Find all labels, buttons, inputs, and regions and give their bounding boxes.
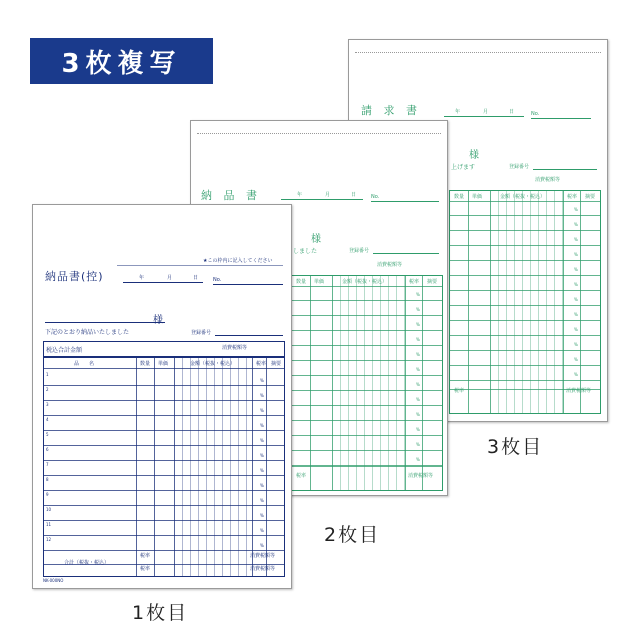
percent-mark: % — [574, 357, 578, 362]
table-rule — [450, 380, 600, 381]
header-item-name: 品 名 — [74, 361, 95, 367]
table-rule — [372, 276, 373, 490]
percent-mark: % — [416, 307, 420, 312]
percent-mark: % — [416, 442, 420, 447]
percent-mark: % — [416, 397, 420, 402]
header-amount: 金額（税抜・税込） — [342, 279, 388, 285]
percent-mark: % — [416, 322, 420, 327]
table-rule — [198, 358, 199, 576]
table-rule — [44, 400, 284, 401]
header-tax-rate: 税率 — [567, 194, 578, 200]
footer-tax-rate: 税率 — [454, 388, 465, 394]
sheet2-title: 納 品 書 — [201, 189, 261, 202]
table-rule — [238, 358, 239, 576]
footer-tax-rate: 税率 — [140, 553, 151, 559]
invoice-text: 上げます — [451, 164, 476, 171]
registration-label: 登録番号 — [509, 164, 530, 170]
table-rule — [450, 260, 600, 261]
date-day: 日 — [193, 275, 199, 281]
table-rule — [292, 390, 442, 391]
table-rule — [44, 505, 284, 506]
footer-tax-amount: 消費税額等 — [250, 553, 276, 559]
date-day: 日 — [351, 192, 357, 198]
table-rule — [44, 445, 284, 446]
table-rule — [44, 535, 284, 536]
sheet-1-delivery-copy — [32, 204, 292, 589]
header-tax-rate: 税率 — [409, 279, 420, 285]
registration-line — [533, 169, 597, 170]
row-number: 8 — [46, 477, 49, 482]
table-rule — [450, 245, 600, 246]
date-year: 年 — [139, 275, 145, 281]
table-rule — [380, 276, 381, 490]
table-rule — [292, 375, 442, 376]
footer-tax-amount: 消費税額等 — [566, 388, 592, 394]
table-rule — [310, 276, 311, 490]
percent-mark: % — [574, 282, 578, 287]
table-rule — [356, 276, 357, 490]
date-line — [123, 282, 203, 283]
table-rule — [450, 201, 600, 202]
table-rule — [252, 358, 253, 576]
date-day: 日 — [509, 109, 515, 115]
row-number: 12 — [46, 537, 52, 542]
percent-mark: % — [416, 457, 420, 462]
percent-mark: % — [260, 423, 264, 428]
header-quantity: 数量 — [140, 361, 151, 367]
percent-mark: % — [260, 498, 264, 503]
row-number: 1 — [46, 372, 49, 377]
percent-mark: % — [416, 427, 420, 432]
percent-mark: % — [260, 468, 264, 473]
number-line — [371, 201, 439, 202]
registration-label: 登録番号 — [191, 330, 212, 336]
header-quantity: 数量 — [454, 194, 465, 200]
date-line — [444, 116, 524, 117]
percent-mark: % — [574, 252, 578, 257]
header-tax-rate: 税率 — [256, 361, 267, 367]
customer-honorific: 様 — [153, 315, 163, 326]
row-number: 2 — [46, 387, 49, 392]
table-rule — [332, 276, 333, 490]
table-rule — [364, 276, 365, 490]
table-rule — [44, 368, 284, 369]
table-rule — [44, 460, 284, 461]
percent-mark: % — [260, 453, 264, 458]
table-rule — [154, 358, 155, 576]
percent-mark: % — [574, 312, 578, 317]
form-code: NK-000NO — [43, 578, 64, 583]
table-rule — [246, 358, 247, 576]
table-rule — [230, 358, 231, 576]
percent-mark: % — [260, 393, 264, 398]
sheet3-title: 請 求 書 — [361, 104, 421, 117]
registration-line — [215, 335, 283, 336]
date-month: 月 — [167, 275, 173, 281]
table-rule — [450, 215, 600, 216]
table-rule — [266, 358, 267, 576]
table-rule — [292, 450, 442, 451]
table-rule — [405, 276, 406, 490]
table-rule — [388, 276, 389, 490]
table-rule — [292, 286, 442, 287]
table-rule — [214, 358, 215, 576]
percent-mark: % — [574, 237, 578, 242]
delivery-text: 下記のとおり納品いたしました — [45, 329, 130, 336]
percent-mark: % — [416, 352, 420, 357]
row-number: 5 — [46, 432, 49, 437]
header-remarks: 摘要 — [427, 279, 438, 285]
table-rule — [348, 276, 349, 490]
percent-mark: % — [574, 267, 578, 272]
table-rule — [44, 430, 284, 431]
table-rule — [292, 420, 442, 421]
percent-mark: % — [416, 337, 420, 342]
percent-mark: % — [416, 367, 420, 372]
customer-honorific: 様 — [469, 150, 479, 161]
table-rule — [190, 358, 191, 576]
table-rule — [292, 330, 442, 331]
header-unit-price: 単価 — [314, 279, 325, 285]
note-line — [117, 265, 283, 266]
percent-mark: % — [416, 382, 420, 387]
header-unit-price: 単価 — [472, 194, 483, 200]
sum-label: 合計（税抜・税込） — [64, 560, 110, 566]
percent-mark: % — [416, 292, 420, 297]
number-label: No. — [213, 277, 222, 283]
header-amount: 金額（税抜・税込） — [500, 194, 546, 200]
perforation-line — [197, 133, 441, 134]
table-rule — [44, 385, 284, 386]
footer-tax-amount: 消費税額等 — [408, 473, 434, 479]
customer-honorific: 様 — [311, 234, 321, 245]
registration-line — [373, 253, 439, 254]
customer-line — [45, 322, 165, 323]
date-line — [281, 199, 363, 200]
header-remarks: 摘要 — [271, 361, 282, 367]
item-table — [291, 275, 443, 491]
percent-mark: % — [574, 297, 578, 302]
date-month: 月 — [325, 192, 331, 198]
table-rule — [182, 358, 183, 576]
table-rule — [450, 335, 600, 336]
header-quantity: 数量 — [296, 279, 307, 285]
table-rule — [292, 466, 442, 467]
table-rule — [450, 230, 600, 231]
delivery-text: しました — [293, 248, 318, 255]
date-year: 年 — [455, 109, 461, 115]
percent-mark: % — [260, 528, 264, 533]
table-rule — [206, 358, 207, 576]
total-label: 税込合計金額 — [46, 347, 83, 354]
caption-sheet-2: 2枚目 — [324, 524, 381, 546]
table-rule — [450, 365, 600, 366]
percent-mark: % — [574, 207, 578, 212]
number-line — [213, 284, 283, 285]
row-number: 10 — [46, 507, 52, 512]
table-rule — [292, 345, 442, 346]
percent-mark: % — [574, 327, 578, 332]
table-rule — [292, 435, 442, 436]
row-number: 4 — [46, 417, 49, 422]
registration-label: 登録番号 — [349, 248, 370, 254]
table-rule — [450, 305, 600, 306]
table-rule — [44, 520, 284, 521]
table-rule — [404, 276, 405, 490]
percent-mark: % — [260, 513, 264, 518]
sheet1-title: 納品書(控) — [45, 270, 104, 283]
caption-sheet-3: 3枚目 — [487, 436, 544, 458]
row-number: 3 — [46, 402, 49, 407]
table-rule — [422, 276, 423, 490]
header-amount: 金額（税抜・税込） — [190, 361, 236, 367]
total-box — [43, 341, 285, 357]
percent-mark: % — [416, 412, 420, 417]
table-rule — [450, 389, 600, 390]
header-unit-price: 単価 — [158, 361, 169, 367]
fill-in-note: ★この枠内に記入してください — [203, 258, 273, 264]
footer-tax-rate: 税率 — [296, 473, 307, 479]
row-number: 9 — [46, 492, 49, 497]
table-rule — [222, 358, 223, 576]
table-rule — [292, 315, 442, 316]
three-copy-badge: 3枚複写 — [30, 38, 213, 84]
table-rule — [396, 276, 397, 490]
table-rule — [174, 358, 175, 576]
table-rule — [44, 490, 284, 491]
tax-label: 消費税額等 — [377, 262, 403, 268]
table-rule — [450, 275, 600, 276]
perforation-line — [355, 52, 601, 53]
item-table — [449, 190, 601, 414]
table-rule — [450, 320, 600, 321]
percent-mark: % — [260, 378, 264, 383]
table-rule — [292, 405, 442, 406]
table-rule — [450, 350, 600, 351]
percent-mark: % — [574, 342, 578, 347]
row-number: 11 — [46, 522, 52, 527]
item-table — [43, 357, 285, 577]
date-month: 月 — [483, 109, 489, 115]
table-rule — [44, 550, 284, 551]
footer-tax-rate-2: 税率 — [140, 566, 151, 572]
number-line — [531, 118, 591, 119]
row-number: 7 — [46, 462, 49, 467]
table-rule — [450, 290, 600, 291]
number-label: No. — [531, 111, 540, 117]
percent-mark: % — [260, 543, 264, 548]
row-number: 6 — [46, 447, 49, 452]
percent-mark: % — [260, 483, 264, 488]
percent-mark: % — [574, 222, 578, 227]
percent-mark: % — [574, 372, 578, 377]
table-rule — [44, 475, 284, 476]
footer-tax-amount-2: 消費税額等 — [250, 566, 276, 572]
tax-label: 消費税額等 — [535, 177, 561, 183]
table-rule — [292, 300, 442, 301]
number-label: No. — [371, 194, 380, 200]
table-rule — [292, 360, 442, 361]
table-rule — [44, 564, 284, 565]
table-rule — [44, 415, 284, 416]
date-year: 年 — [297, 192, 303, 198]
caption-sheet-1: 1枚目 — [132, 602, 189, 624]
percent-mark: % — [260, 438, 264, 443]
table-rule — [136, 358, 137, 576]
table-rule — [340, 276, 341, 490]
header-remarks: 摘要 — [585, 194, 596, 200]
percent-mark: % — [260, 408, 264, 413]
tax-label: 消費税額等 — [222, 345, 248, 351]
